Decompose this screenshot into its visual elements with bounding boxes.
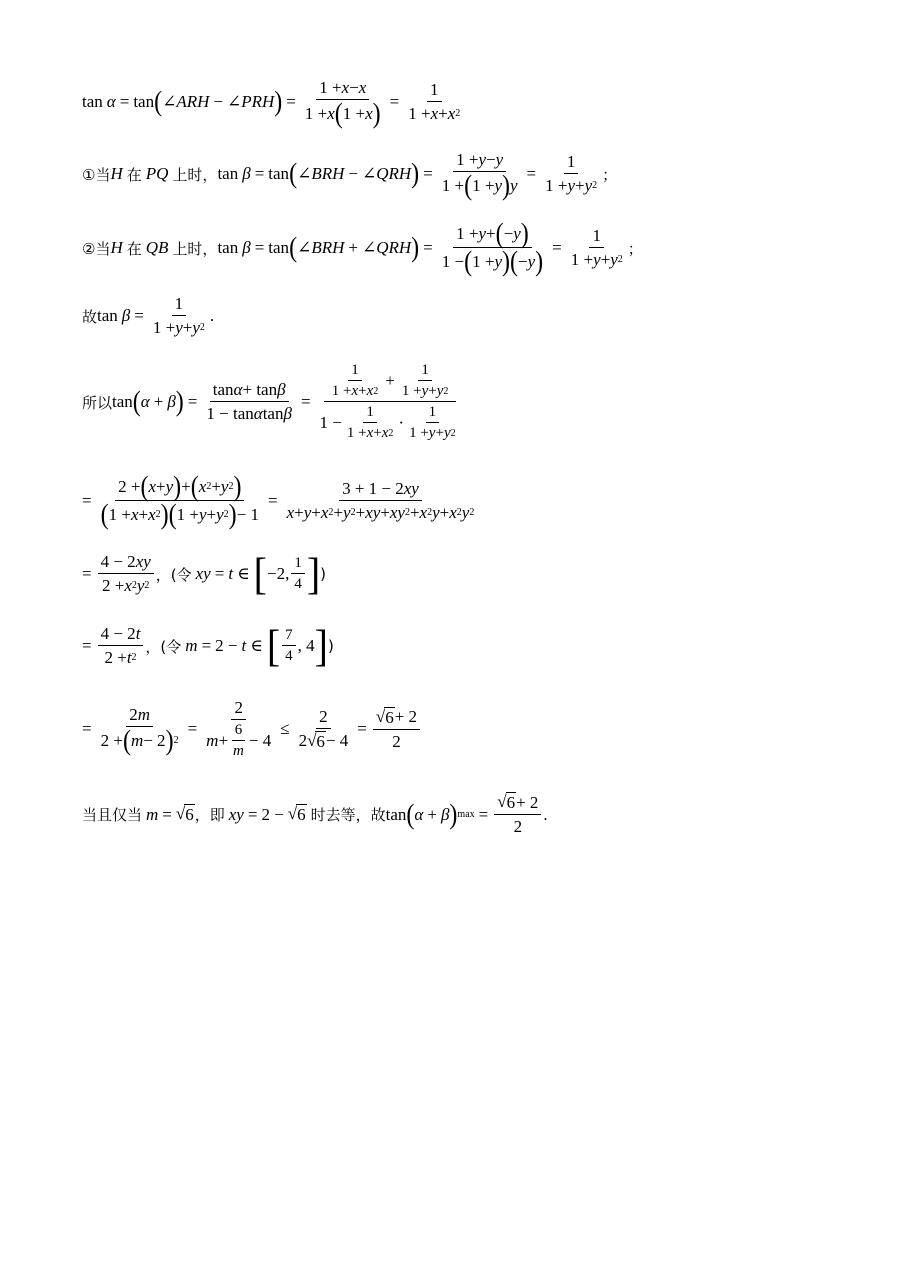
tan-sum-line: 所以 tan ( α + β ) = tan α + tan β 1 − tan α tan β = 1 1 + x + x 2 + 1 1 + y + y 2 1 − 1 1 + x + x 2 · 1 1 + y + y 2 <box>82 362 456 441</box>
expansion-line: = 2 + ( x + y ) + ( x 2 + y 2 ) ( 1 + x + x 2 ) ( 1 + y + y 2 ) − 1 = 3 + 1 − 2 xy x + y + x 2 + y 2 + xy + xy 2 + x 2 y + x 2 y 2 <box>82 471 475 531</box>
case-one-line: ①当 H 在 PQ 上时， tan β = tan ( ∠BRH − ∠QRH ) = 1 + y − y 1 + ( 1 + y ) y = 1 1 + y + y 2 ； <box>82 150 618 202</box>
simplify-t-line: = 4 − 2 t 2 + t 2 ，(令 m = 2 − t ∈ [ $\frac{7}{4}$ , 4 ] ) <box>82 620 334 671</box>
simplify-xy-line: = 4 − 2 xy 2 + x 2 y 2 ，(令 xy = t ∈ [ −2, $\frac{1}{4}$ ] ) <box>82 548 327 599</box>
equality-condition-line: 当且仅当 m = √ 6 ，即 xy = 2 − √ 6 时去等，故 tan ( α + β ) max = √ 6 + 2 2 . <box>82 792 548 836</box>
inequality-line: = 2 m 2 + ( m − 2 ) 2 = 2 m + $\frac{6}{m}$ − 4 ≤ 2 2 √ 6 − 4 = √ 6 + 2 2 <box>82 698 422 760</box>
case-two-line: ②当 H 在 QB 上时， tan β = tan ( ∠BRH + ∠QRH ) = 1 + y + ( − y ) 1 − ( 1 + y ) ( − y ) = 1 1 + y + y 2 ； <box>82 218 643 278</box>
tan-alpha-line: tan α = tan ( ∠ARH − ∠PRH ) = 1 + x − x 1 + x ( 1 + x ) = 1 1 + x + x 2 <box>82 78 461 130</box>
tan-beta-conclusion: 故 tan β = 1 1 + y + y 2 . <box>82 294 215 337</box>
